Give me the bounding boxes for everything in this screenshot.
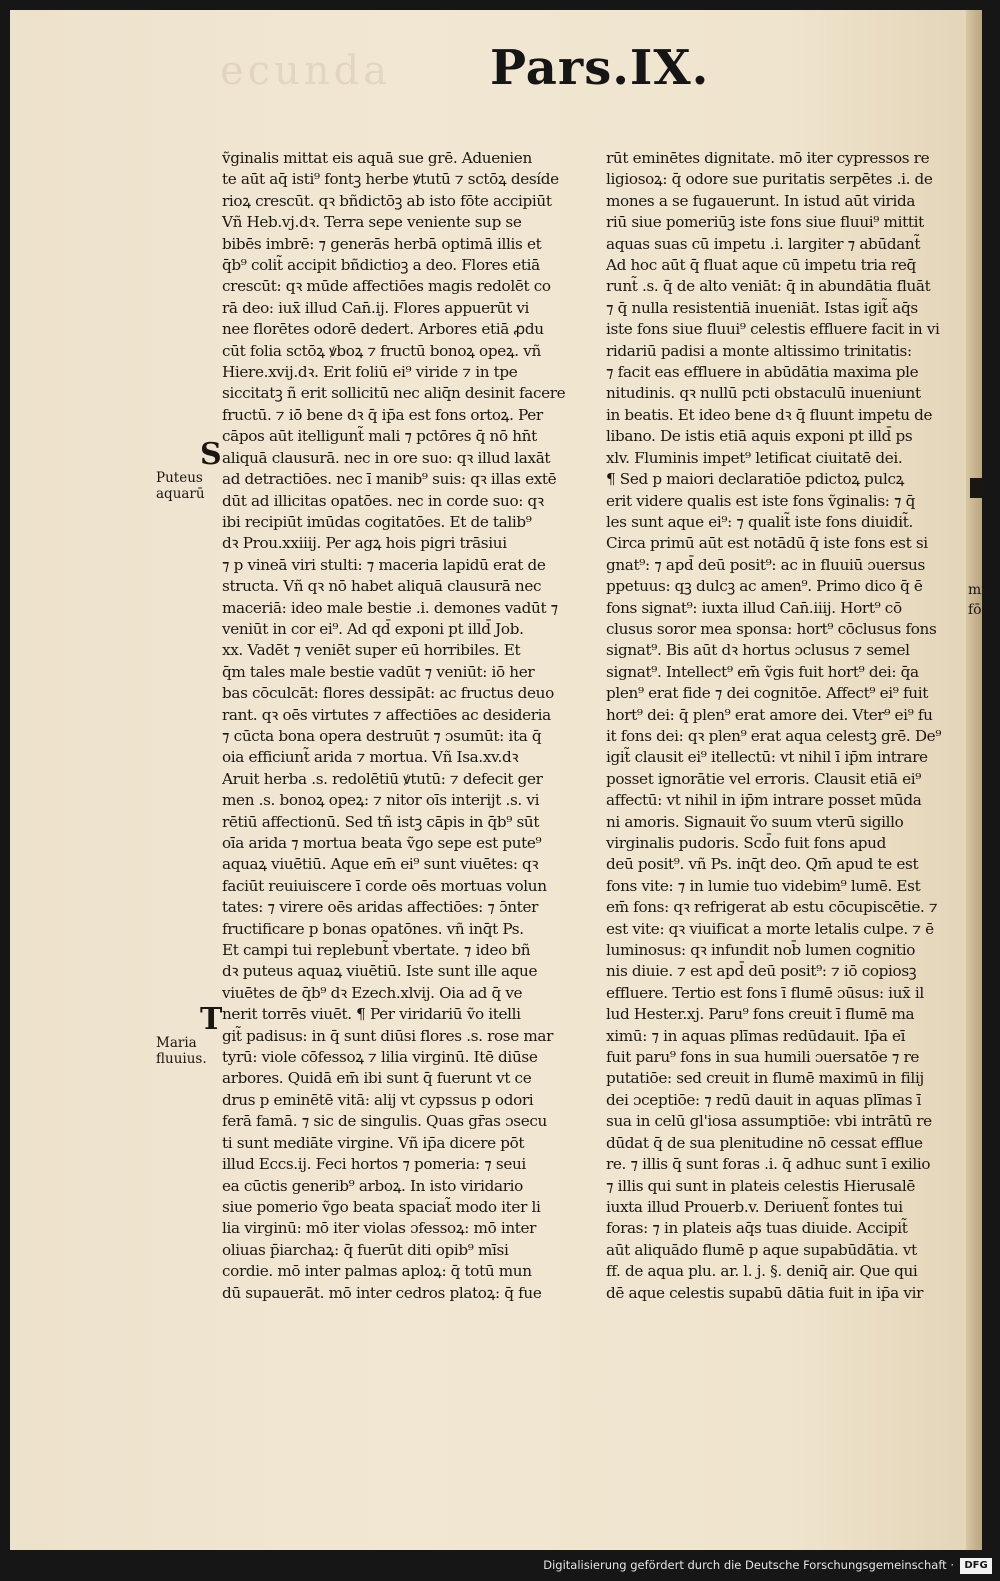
text-line: sua in celū gl'iosa assumptiōe: vbi intrātū re — [606, 1112, 932, 1131]
text-line: putatiōe: sed creuit in flumē maximū in filij — [606, 1069, 924, 1088]
text-line: xlv. Fluminis impet⁹ letificat ciuitatē dei. — [606, 448, 903, 467]
text-line: affectū: vt nihil in ip̄m intrare posset mūda — [606, 791, 922, 810]
text-line: rētiū affectionū. Sed tñ istꝫ cāpis in q̄b⁹ sūt — [222, 812, 540, 831]
right-edge-fragment: fō — [968, 602, 982, 618]
text-line: nee florētes odorē dedert. Arbores etiā ꝓdu — [222, 320, 544, 339]
text-line: bibēs imbrē: ⁊ generās herbā optimā illis et — [222, 234, 542, 253]
text-line: Circa primū aūt est notādū q̄ iste fons est si — [606, 534, 928, 553]
text-line: cordie. mō inter palmas aploꝝ: q̄ totū mun — [222, 1262, 532, 1281]
text-line: ferā famā. ⁊ sic de singulis. Quas gr̄as ɔsecu — [222, 1112, 547, 1131]
text-line: fuit paru⁹ fons in sua humili ɔuersatōe ⁊ re — [606, 1048, 920, 1067]
text-line: te aūt aq̄ isti⁹ fontꝫ herbe ꝟtutū ⁊ sctōꝝ desíde — [222, 170, 559, 189]
margin-initial-s: S — [200, 437, 222, 472]
text-line: iuxta illud Prouerb.v. Deriuent̃ fontes tui — [606, 1197, 903, 1216]
text-line: rant. qꝛ oēs virtutes ⁊ affectiōes ac desideria — [222, 705, 551, 724]
text-line: in beatis. Et ideo bene dꝛ q̄ fluunt impetu de — [606, 405, 933, 424]
text-line: dē aque celestis supabū dātia fuit in ip̄a vir — [606, 1283, 923, 1302]
left-text-column — [222, 148, 590, 1304]
margin-note-line: Puteus — [156, 470, 203, 486]
text-line: re. ⁊ illis q̄ sunt foras .i. q̄ adhuc sunt ī exilio — [606, 1155, 931, 1174]
text-line: lia virginū: mō iter violas ɔfessoꝝ: mō inter — [222, 1219, 537, 1238]
text-line: bas cōculcāt: flores dessipāt: ac fructus deuo — [222, 684, 554, 703]
margin-note-line: fluuius. — [156, 1051, 207, 1067]
text-line: xx. Vadēt ⁊ veniēt super eū horribiles. Et — [222, 641, 521, 660]
text-line: igit̃ clausit ei⁹ itellectū: vt nihil ī ip̄m intrare — [606, 748, 928, 767]
text-line: signat⁹. Bis aūt dꝛ hortus ɔclusus ⁊ semel — [606, 641, 910, 660]
text-line: aquaꝝ viuētiū. Aque em̄ ei⁹ sunt viuētes: qꝛ — [222, 855, 539, 874]
text-line: clusus soror mea sponsa: hort⁹ cōclusus fons — [606, 619, 937, 638]
text-line: signat⁹. Intellect⁹ em̄ ṽgis fuit hort⁹ dei: q̄a — [606, 662, 919, 681]
text-line: siccitatꝫ ñ erit sollicitū nec aliq̄n desinit facere — [222, 384, 566, 403]
text-line: q̄m tales male bestie vadūt ⁊ veniūt: iō her — [222, 662, 535, 681]
text-line: arbores. Quidā em̄ ibi sunt q̄ fuerunt vt ce — [222, 1069, 532, 1088]
right-edge-fragment: mi — [968, 582, 986, 598]
text-line: rūt eminētes dignitate. mō iter cypressos re — [606, 149, 930, 167]
text-line: aquas suas cū impetu .i. largiter ⁊ abūdant̃ — [606, 234, 921, 253]
text-line: iste fons siue fluui⁹ celestis effluere facit in vi — [606, 320, 940, 339]
text-line: mones a se fugauerunt. In istud aūt virida — [606, 191, 916, 210]
text-line: rā deo: iux̄ illud Can̄.ij. Flores appuerūt vi — [222, 298, 530, 317]
text-line: em̄ fons: qꝛ refrigerat ab estu cōcupiscētie. ⁊ — [606, 898, 938, 917]
text-line: crescūt: qꝛ mūde affectiōes magis redolēt co — [222, 277, 551, 296]
text-line: nitudinis. qꝛ nullū pcti obstaculū inueniunt — [606, 384, 921, 403]
text-line: men .s. bonoꝝ opeꝝ: ⁊ nitor oīs interijt .s. vi — [222, 791, 540, 810]
text-line: veniūt in cor ei⁹. Ad qd̄ exponi pt illd̄ Job. — [222, 619, 524, 638]
text-line: les sunt aque ei⁹: ⁊ qualit̃ iste fons diuidit̃. — [606, 512, 913, 531]
text-line: fructificare p bonas opatōnes. vñ inq̄t Ps. — [222, 919, 524, 938]
text-line: ximū: ⁊ in aquas plīmas redūdauit. Ip̄a eī — [606, 1026, 906, 1045]
text-line: viuētes de q̄b⁹ dꝛ Ezech.xlvij. Oia ad q̄ ve — [222, 983, 523, 1002]
text-line: tyrū: viole cōfessoꝝ ⁊ lilia virginū. Itē diūse — [222, 1048, 538, 1067]
text-line: oia efficiunt̃ arida ⁊ mortua. Vñ Isa.xv.dꝛ — [222, 748, 519, 767]
text-line: structa. Vñ qꝛ nō habet aliquā clausurā nec — [222, 577, 542, 596]
text-line: fons vite: ⁊ in lumie tuo videbim⁹ lumē. Est — [606, 876, 921, 895]
text-line: cūt folia sctōꝝ ꝟboꝝ ⁊ fructū bonoꝝ opeꝝ. vñ — [222, 341, 541, 360]
margin-note-line: Maria — [156, 1035, 197, 1051]
text-line: Ad hoc aūt q̄ fluat aque cū impetu tria req̄ — [606, 256, 916, 275]
text-line: ad detractiōes. nec ī manib⁹ suis: qꝛ illas extē — [222, 470, 557, 489]
text-line: rioꝝ crescūt. qꝛ bñdictōꝫ ab isto fōte accipiūt — [222, 191, 552, 210]
text-line: foras: ⁊ in plateis aq̄s tuas diuide. Accipit̃ — [606, 1219, 908, 1238]
text-line: ¶ Sed p maiori declaratiōe pdictoꝝ pulcꝝ — [606, 470, 905, 489]
text-line: runt̃ .s. q̄ de alto veniāt: q̄ in abundātia fluāt — [606, 277, 931, 296]
text-line: oliuas p̄iarchaꝝ: q̄ fuerūt diti opib⁹ mīsi — [222, 1240, 509, 1259]
margin-note-puteus — [156, 437, 222, 502]
text-line: cāpos aūt itelligunt̃ mali ⁊ pctōres q̄ nō hn̄t — [222, 427, 537, 446]
text-line: maceriā: ideo male bestie .i. demones vadūt ⁊ — [222, 598, 558, 617]
text-line: ṽginalis mittat eis aquā sue grē. Aduenien — [222, 149, 532, 167]
text-line: q̄b⁹ colit̃ accipit bñdictioꝫ a deo. Flores etiā — [222, 256, 540, 275]
text-line: ibi recipiūt imūdas cogitatōes. Et de talib⁹ — [222, 512, 532, 531]
text-line: ⁊ facit eas effluere in abūdātia maxima ple — [606, 363, 919, 382]
text-line: aliquā clausurā. nec in ore suo: qꝛ illud laxāt — [222, 448, 551, 467]
book-page — [10, 10, 986, 1550]
text-line: dūt ad illicitas opatōes. nec in corde suo: qꝛ — [222, 491, 544, 510]
text-line: ea cūctis generib⁹ arboꝝ. In isto viridario — [222, 1176, 523, 1195]
text-line: dūdat q̄ de sua plenitudine nō cessat efflue — [606, 1133, 923, 1152]
text-line: dū supauerāt. mō inter cedros platoꝝ: q̄ fue — [222, 1283, 542, 1302]
text-line: fons signat⁹: iuxta illud Can̄.iiij. Hort⁹ cō — [606, 598, 902, 617]
text-line: effluere. Tertio est fons ī flumē ɔūsus: iux̄ il — [606, 983, 924, 1002]
text-line: fructū. ⁊ iō bene dꝛ q̄ ip̄a est fons ortoꝝ. Per — [222, 405, 543, 424]
text-line: lud Hester.xj. Paru⁹ fons creuit ī flumē ma — [606, 1005, 915, 1024]
text-line: dꝛ Prou.xxiiij. Per agꝝ hois pigri trāsiui — [222, 534, 507, 553]
text-line: erit videre qualis est iste fons ṽginalis: ⁊ q̄ — [606, 491, 916, 510]
footer-bar — [0, 1551, 1000, 1581]
text-line: git̃ padisus: in q̄ sunt diūsi flores .s. rose mar — [222, 1026, 554, 1045]
margin-initial-t: T — [200, 1002, 223, 1037]
text-line: hort⁹ dei: q̄ plen⁹ erat amore dei. Vter⁹ ei⁹ fu — [606, 705, 933, 724]
text-line: ⁊ illis qui sunt in plateis celestis Hierusalē — [606, 1176, 916, 1195]
text-line: libano. De istis etiā aquis exponi pt illd̄ ps — [606, 427, 913, 446]
text-line: ridariū padisi a monte altissimo trinitatis: — [606, 341, 912, 360]
text-line: Et campi tui replebunt̃ vbertate. ⁊ ideo bñ — [222, 941, 531, 960]
margin-note-line: aquarū — [156, 486, 205, 502]
text-line: ⁊ q̄ nulla resistentiā inueniāt. Istas igit̃ aq̄s — [606, 298, 918, 317]
text-line: ⁊ p vineā viri stulti: ⁊ maceria lapidū erat de — [222, 555, 546, 574]
text-line: it fons dei: qꝛ plen⁹ erat aqua celestꝫ grē. De⁹ — [606, 726, 942, 745]
margin-note-maria — [156, 1002, 223, 1067]
footer-credit: Digitalisierung gefördert durch die Deutsche Forschungsgemeinschaft · — [543, 1558, 954, 1572]
text-line: nerit torrēs viuēt. ¶ Per viridariū ṽo itelli — [222, 1005, 521, 1024]
text-line: ti sunt mediāte virgine. Vñ ip̄a dicere pōt — [222, 1133, 525, 1152]
text-line: Vñ Heb.vj.dꝛ. Terra sepe veniente sup se — [222, 213, 522, 232]
text-line: tates: ⁊ virere oēs aridas affectiōes: ⁊ ɔ̄nter — [222, 898, 538, 917]
text-line: ni amoris. Signauit ṽo suum vterū sigillo — [606, 812, 904, 831]
text-line: nis diuie. ⁊ est apd̄ deū posit⁹: ⁊ iō copiosꝫ — [606, 962, 917, 981]
text-line: aūt aliquādo flumē p aque supabūdātia. vt — [606, 1240, 917, 1259]
text-line: luminosus: qꝛ infundit nob̄ lumen cognitio — [606, 941, 916, 960]
text-line: dꝛ puteus aquaꝝ viuētiū. Iste sunt ille aque — [222, 962, 538, 981]
page-header: Pars.IX. — [490, 40, 710, 96]
text-line: plen⁹ erat fide ⁊ dei cognitōe. Affect⁹ ei⁹ fuit — [606, 684, 928, 703]
text-line: faciūt reuiuiscere ī corde oēs mortuas volun — [222, 876, 547, 895]
text-line: Hiere.xvij.dꝛ. Erit foliū ei⁹ viride ⁊ in tpe — [222, 363, 518, 382]
text-line: riū siue pomeriūꝫ iste fons siue fluui⁹ mittit — [606, 213, 924, 232]
text-line: ppetuus: qꝫ dulcꝫ ac amen⁹. Primo dico q̄ ē — [606, 577, 923, 596]
text-line: illud Eccs.ij. Feci hortos ⁊ pomeria: ⁊ seui — [222, 1155, 526, 1174]
text-line: posset ignorātie vel erroris. Clausit etiā ei⁹ — [606, 769, 921, 788]
text-line: dei ɔceptiōe: ⁊ redū dauit in aquas plīmas ī — [606, 1090, 922, 1109]
text-line: est vite: qꝛ viuificat a morte letalis culpe. ⁊ ē — [606, 919, 934, 938]
dfg-logo: DFG — [960, 1558, 992, 1574]
text-line: deū posit⁹. vñ Ps. inq̄t deo. Qm̄ apud te est — [606, 855, 919, 874]
right-text-column — [606, 148, 978, 1304]
text-line: ⁊ cūcta bona opera destruūt ⁊ ɔsumūt: ita q̄ — [222, 726, 542, 745]
text-line: ff. de aqua plu. ar. l. j. §. deniq̄ air. Que qui — [606, 1262, 918, 1281]
text-line: siue pomerio ṽgo beata spaciat̃ modo iter li — [222, 1197, 541, 1216]
text-line: drus p eminētē vitā: alij vt cypssus p odori — [222, 1090, 534, 1109]
text-line: oīa arida ⁊ mortua beata ṽgo sepe est pute⁹ — [222, 834, 542, 852]
text-line: ligiosoꝝ: q̄ odore sue puritatis serpētes .i. de — [606, 170, 933, 189]
text-line: gnat⁹: ⁊ apd̄ deū posit⁹: ac in fluuiū ɔuersus — [606, 555, 925, 574]
bleed-through-text: ecunda — [220, 48, 392, 94]
text-line: Aruit herba .s. redolētiū ꝟtutū: ⁊ defecit ger — [222, 769, 543, 788]
text-line: virginalis pudoris. Scd̄o fuit fons apud — [606, 834, 886, 852]
